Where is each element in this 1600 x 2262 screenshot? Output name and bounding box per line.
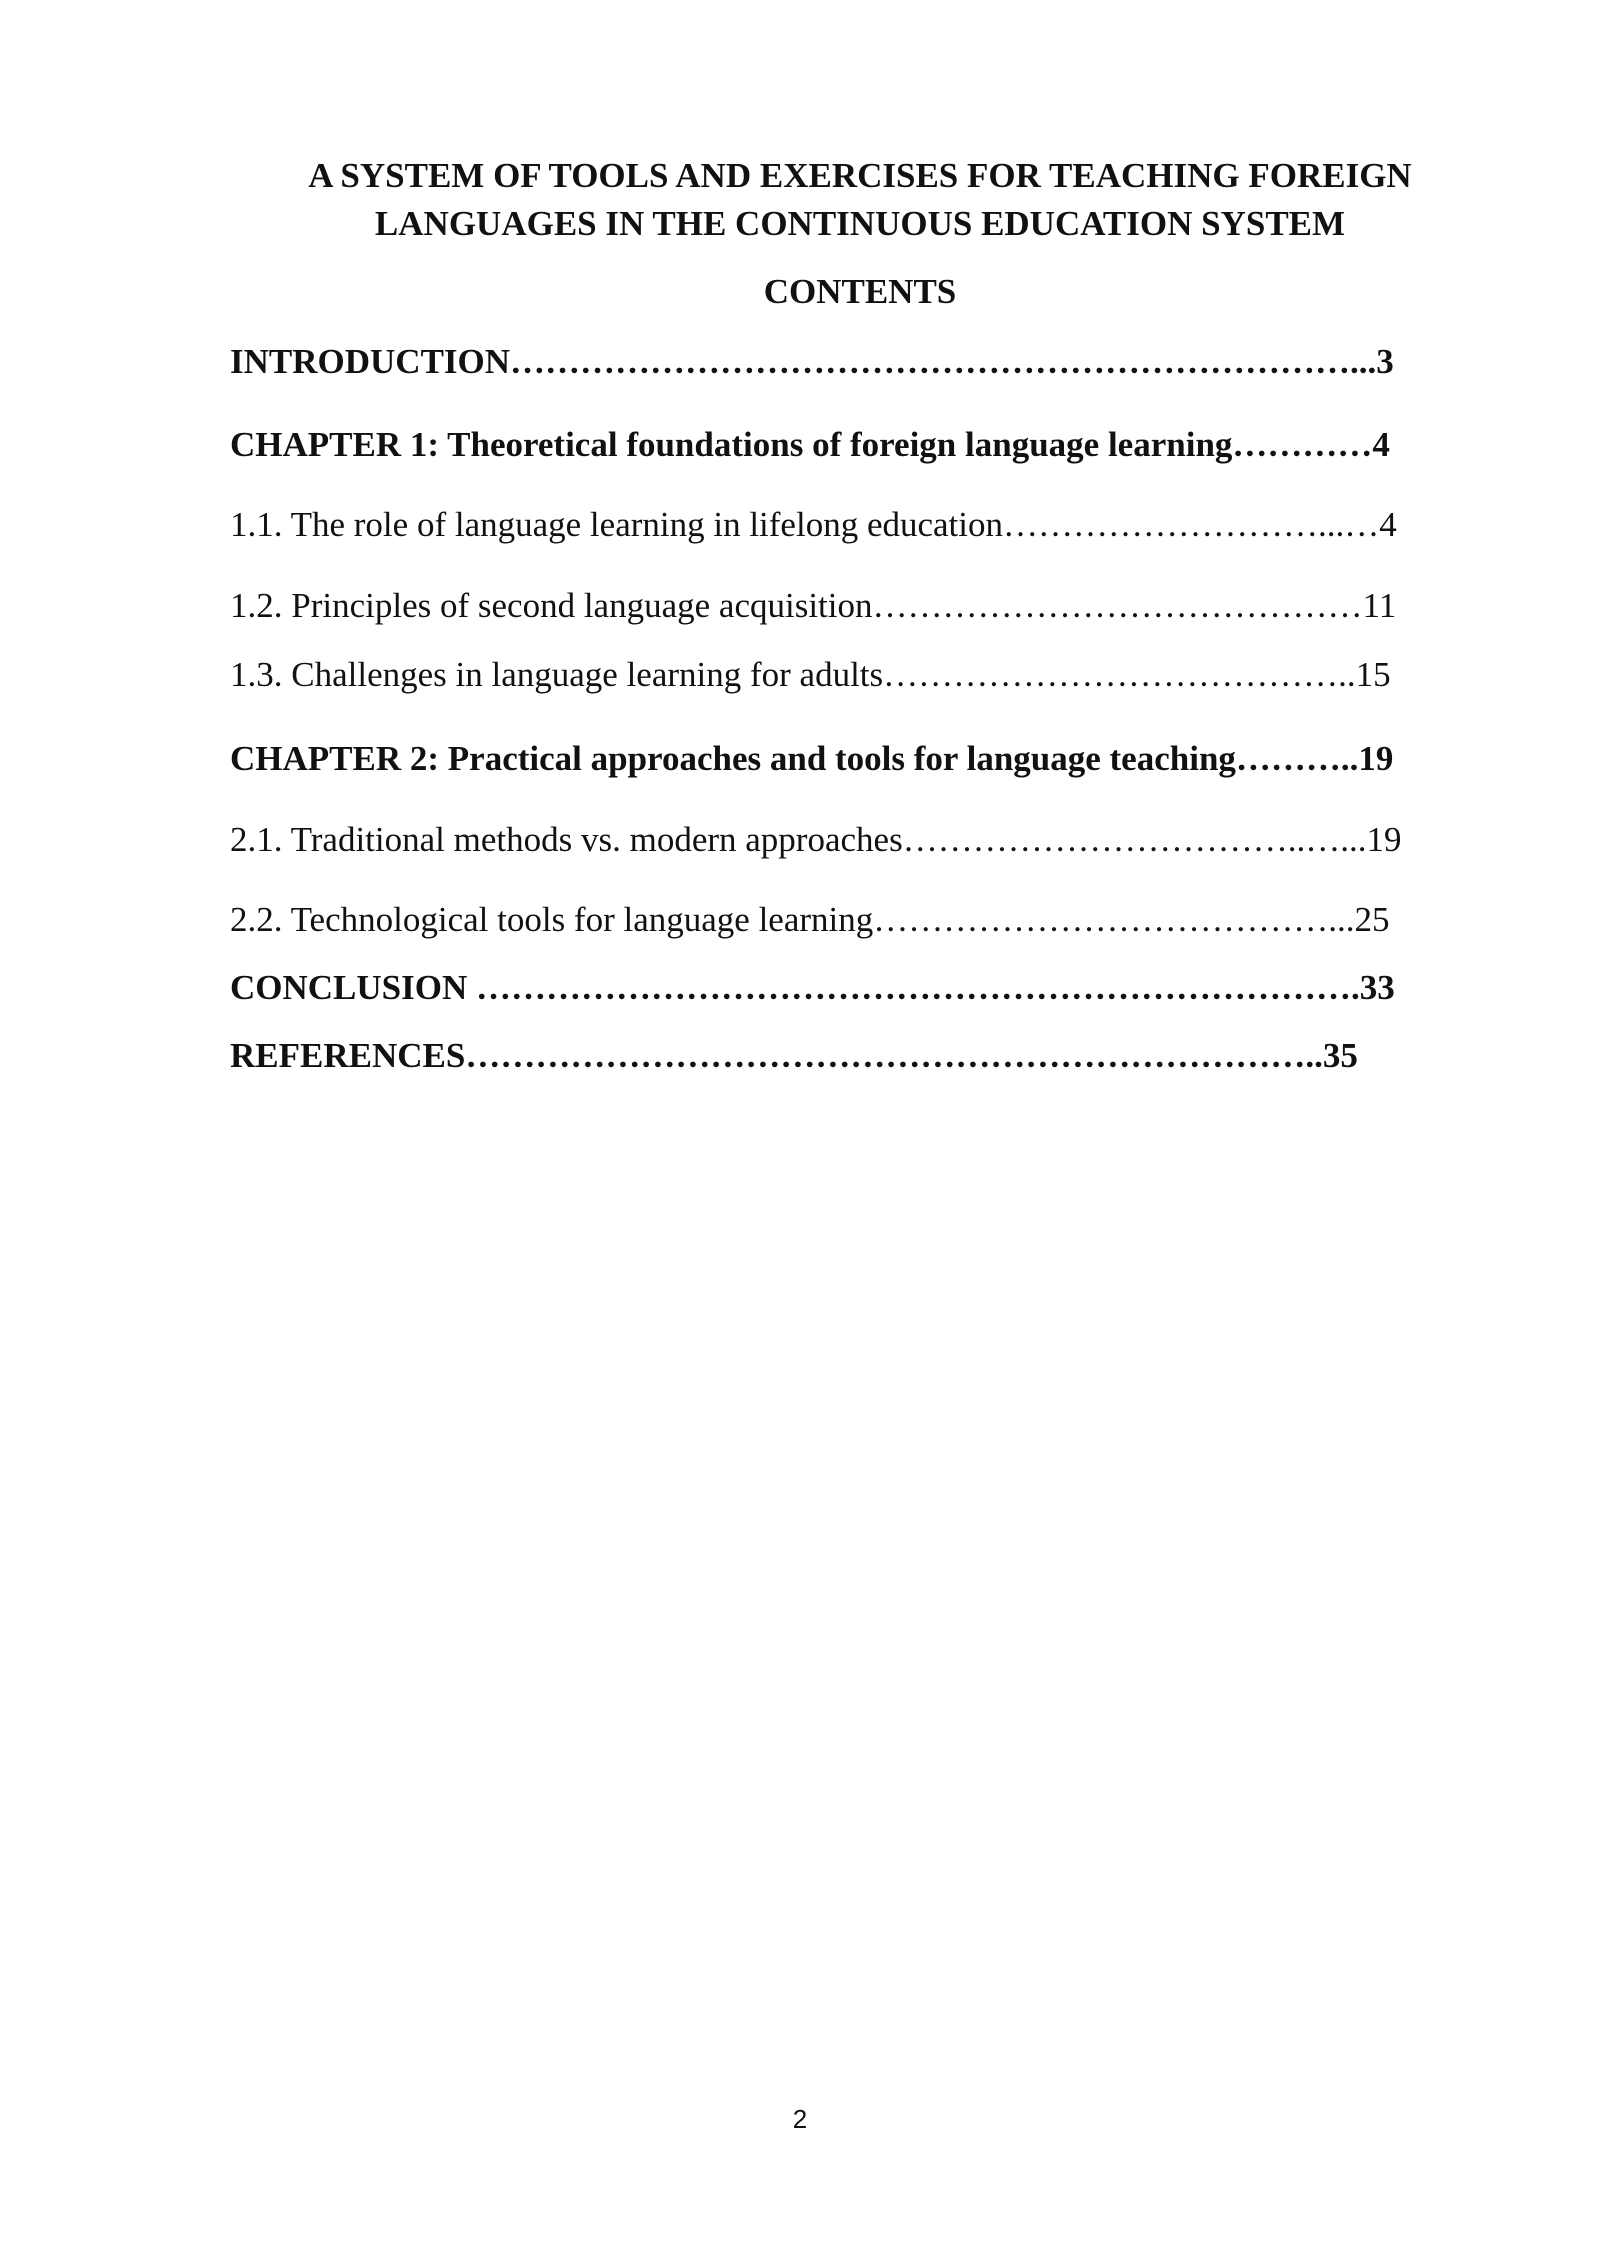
title-line-1: A SYSTEM OF TOOLS AND EXERCISES FOR TEACHING FOREIGN bbox=[308, 156, 1412, 195]
toc-entry-1-2: 1.2. Principles of second language acquisition……………………………………11 bbox=[230, 586, 1397, 625]
toc-entry-introduction: INTRODUCTION………………………………………………………………...3 bbox=[230, 342, 1394, 381]
toc-entry-1-1: 1.1. The role of language learning in lifelong education………………………...…4 bbox=[230, 505, 1397, 544]
toc-entry-references: REFERENCES………………………………………………………………..35 bbox=[230, 1036, 1358, 1075]
page-number: 2 bbox=[792, 2104, 808, 2134]
toc-entry-chapter-2: CHAPTER 2: Practical approaches and tools for language teaching………..19 bbox=[230, 739, 1394, 778]
document-title bbox=[180, 152, 1540, 248]
toc-entry-2-1: 2.1. Traditional methods vs. modern approaches……………………………..…...19 bbox=[230, 820, 1402, 859]
toc-entry-chapter-1: CHAPTER 1: Theoretical foundations of foreign language learning…………4 bbox=[230, 425, 1390, 464]
toc-entry-conclusion: CONCLUSION ………………………………………………………………….33 bbox=[230, 968, 1395, 1007]
title-line-2: LANGUAGES IN THE CONTINUOUS EDUCATION SYSTEM bbox=[374, 204, 1346, 243]
toc-entry-1-3: 1.3. Challenges in language learning for adults…………………………………..15 bbox=[230, 655, 1391, 694]
toc-entry-2-2: 2.2. Technological tools for language learning…………………………………...25 bbox=[230, 900, 1390, 939]
contents-heading: CONTENTS bbox=[763, 272, 957, 311]
